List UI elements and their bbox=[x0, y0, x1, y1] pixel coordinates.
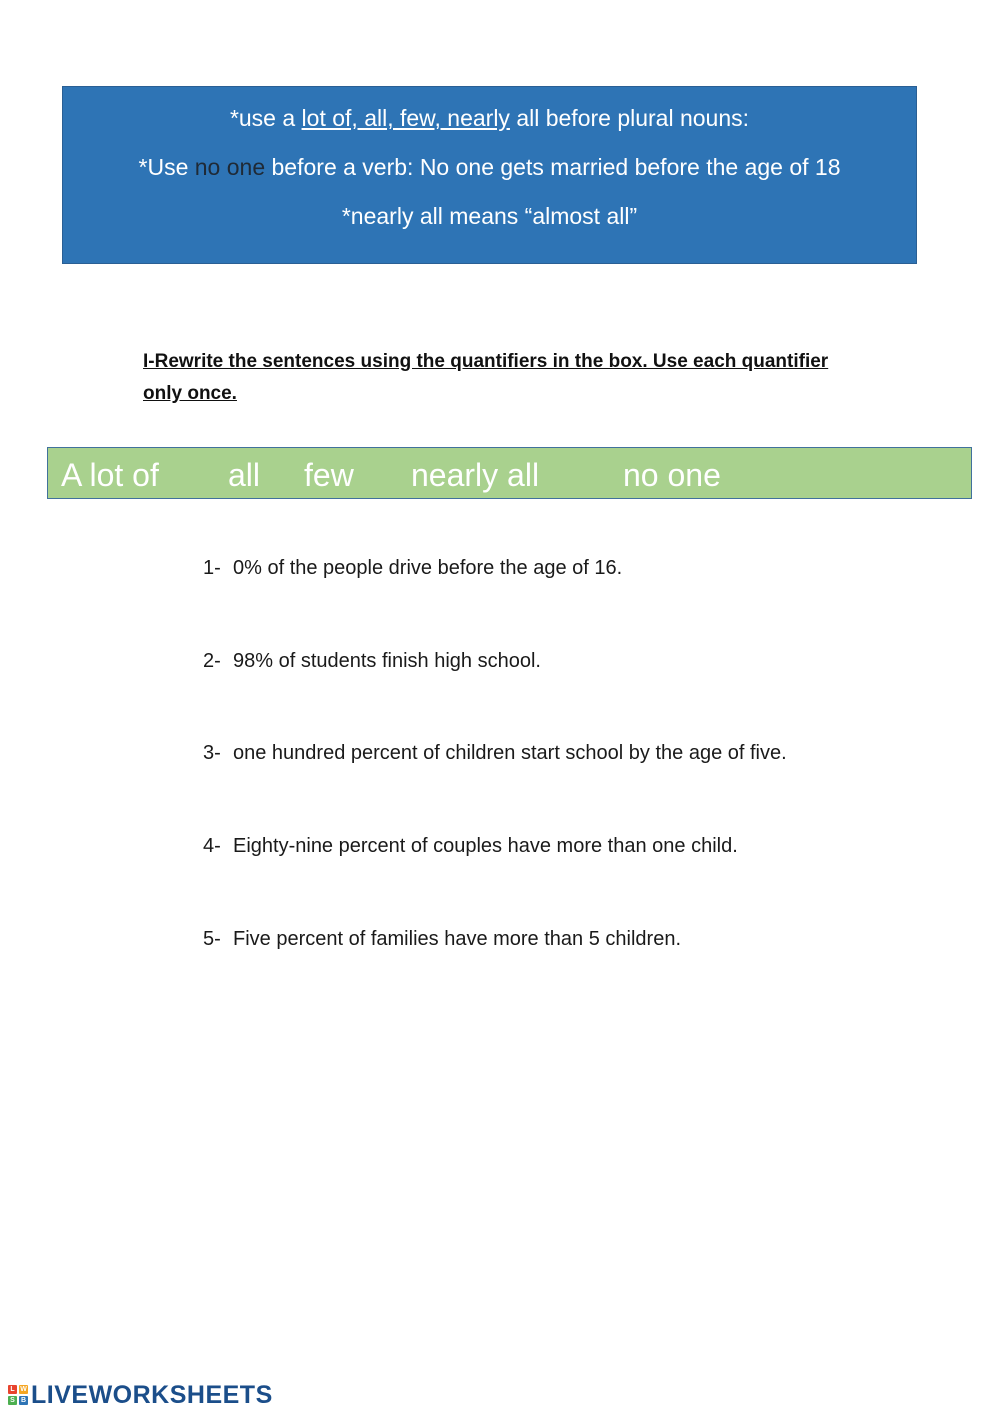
rule-quantifiers-underlined: lot of, all, few, nearly bbox=[301, 105, 510, 131]
question-3 bbox=[203, 742, 787, 765]
question-text: one hundred percent of children start school by the age of five. bbox=[233, 742, 787, 764]
exercise-instructions: I-Rewrite the sentences using the quantifiers in the box. Use each quantifier only once. bbox=[143, 351, 829, 404]
question-number: 3- bbox=[203, 742, 221, 764]
question-number: 4- bbox=[203, 835, 221, 857]
word-few: few bbox=[304, 457, 354, 493]
question-2 bbox=[203, 650, 541, 673]
word-no-one: no one bbox=[623, 457, 721, 493]
question-number: 5- bbox=[203, 928, 221, 950]
rules-box bbox=[62, 86, 917, 264]
question-number: 2- bbox=[203, 650, 221, 672]
quantifier-word-box bbox=[47, 447, 972, 499]
question-text: 0% of the people drive before the age of 16. bbox=[233, 557, 623, 579]
word-all: all bbox=[228, 457, 261, 493]
word-a-lot-of: A lot of bbox=[61, 457, 159, 493]
word-nearly-all: nearly all bbox=[411, 457, 540, 493]
rule-no-one-emphasis: no one bbox=[194, 154, 266, 180]
question-text: Five percent of families have more than 5 children. bbox=[233, 928, 681, 950]
rule-no-one: *Use no one before a verb: No one gets married before the age of 18 bbox=[138, 154, 841, 180]
rule-plural-nouns: *use a lot of, all, few, nearly all before plural nouns: bbox=[229, 105, 750, 131]
logo-text: LIVEWORKSHEETS bbox=[31, 1380, 273, 1409]
question-4 bbox=[203, 835, 738, 858]
question-text: Eighty-nine percent of couples have more than one child. bbox=[233, 835, 738, 857]
question-text: 98% of students finish high school. bbox=[233, 650, 541, 672]
liveworksheets-logo bbox=[8, 1381, 273, 1409]
rule-nearly-all: *nearly all means “almost all” bbox=[341, 203, 638, 229]
question-number: 1- bbox=[203, 557, 221, 579]
question-1 bbox=[203, 557, 622, 580]
logo-tiles-icon: L W S B bbox=[8, 1385, 28, 1405]
question-5 bbox=[203, 928, 681, 951]
